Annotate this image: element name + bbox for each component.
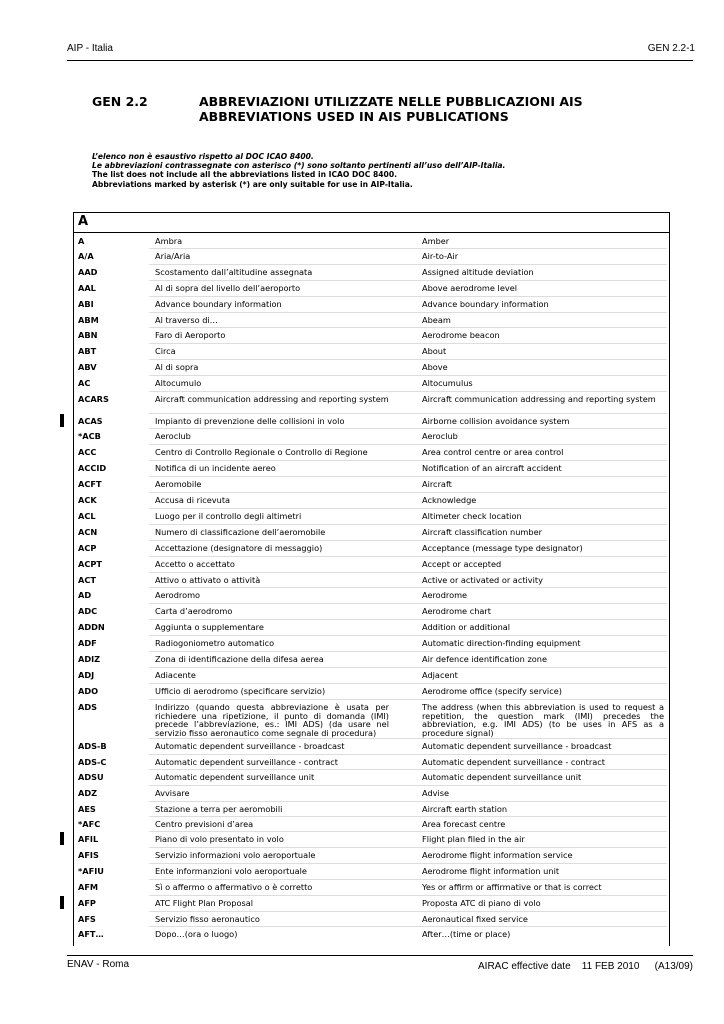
italian-meaning-cell: Aeromobile [155, 479, 202, 489]
italian-meaning-cell: Aeroclub [155, 431, 191, 441]
abbreviation-cell: ABT [78, 346, 97, 356]
row-separator [149, 847, 667, 848]
row-separator [149, 667, 667, 668]
abbreviation-cell: ACP [78, 543, 97, 553]
english-meaning-cell: Aerodrome office (specify service) [422, 686, 562, 696]
row-separator [149, 816, 667, 817]
english-meaning-cell: Airborne collision avoidance system [422, 416, 570, 426]
english-meaning-cell: Aerodrome beacon [422, 330, 500, 340]
abbreviation-cell: ACPT [78, 559, 102, 569]
abbreviation-cell: AFP [78, 898, 96, 908]
english-meaning-cell: Area forecast centre [422, 819, 506, 829]
row-separator [149, 683, 667, 684]
abbreviation-cell: ADDN [78, 622, 105, 632]
row-separator [149, 651, 667, 652]
abbreviation-cell: *AFIU [78, 866, 104, 876]
italian-meaning-cell: ATC Flight Plan Proposal [155, 898, 254, 908]
abbreviation-cell: ACARS [78, 394, 109, 404]
italian-meaning-cell: Al traverso di… [155, 315, 218, 325]
english-meaning-cell: The address (when this abbreviation is used to request a repetition, the question mark (IMI) precedes the abbreviation, e.g. IMI ADS) (to be uses in AFS as a procedure signal) [422, 702, 664, 738]
abbreviation-cell: ACN [78, 527, 98, 537]
italian-meaning-cell: Aggiunta o supplementare [155, 622, 264, 632]
english-meaning-cell: About [422, 346, 447, 356]
abbreviation-cell: AAD [78, 267, 98, 277]
english-meaning-cell: Abeam [422, 315, 451, 325]
italian-meaning-cell: Sì o affermo o affermativo o è corretto [155, 882, 313, 892]
english-meaning-cell: Addition or additional [422, 622, 511, 632]
row-separator [149, 540, 667, 541]
italian-meaning-cell: Aria/Aria [155, 251, 191, 261]
abbreviation-cell: ADZ [78, 788, 98, 798]
abbreviation-cell: AFIS [78, 850, 99, 860]
row-separator [149, 769, 667, 770]
footer-publisher: ENAV - Roma [67, 959, 130, 970]
row-separator [149, 359, 667, 360]
italian-meaning-cell: Advance boundary information [155, 299, 282, 309]
row-separator [149, 444, 667, 445]
abbreviation-cell: AC [78, 378, 91, 388]
english-meaning-cell: Active or activated or activity [422, 575, 543, 585]
italian-meaning-cell: Luogo per il controllo degli altimetri [155, 511, 302, 521]
english-meaning-cell: Aeronautical fixed service [422, 914, 528, 924]
row-separator [149, 572, 667, 573]
row-separator [149, 587, 667, 588]
english-meaning-cell: Aircraft earth station [422, 804, 508, 814]
italian-meaning-cell: Al di sopra [155, 362, 199, 372]
abbreviation-cell: ADS [78, 702, 98, 712]
row-separator [149, 556, 667, 557]
change-bar-marker [60, 414, 64, 427]
intro-note-it-1: L’elenco non è esaustivo rispetto al DOC ICAO 8400. [92, 152, 314, 161]
row-separator [149, 863, 667, 864]
abbreviation-cell: AD [78, 590, 92, 600]
english-meaning-cell: Assigned altitude deviation [422, 267, 534, 277]
abbreviation-cell: *AFC [78, 819, 101, 829]
row-separator [149, 391, 667, 392]
italian-meaning-cell: Carta d’aerodromo [155, 606, 233, 616]
italian-meaning-cell: Impianto di prevenzione delle collisioni in volo [155, 416, 345, 426]
italian-meaning-cell: Centro di Controllo Regionale o Controllo di Regione [155, 447, 368, 457]
italian-meaning-cell: Automatic dependent surveillance - broadcast [155, 741, 345, 751]
abbreviation-cell: ABN [78, 330, 98, 340]
row-separator [149, 699, 667, 700]
row-separator [149, 492, 667, 493]
italian-meaning-cell: Notifica di un incidente aereo [155, 463, 276, 473]
english-meaning-cell: Air defence identification zone [422, 654, 548, 664]
row-separator [149, 619, 667, 620]
header-rule [67, 60, 693, 61]
row-separator [149, 413, 667, 414]
abbreviation-cell: AFS [78, 914, 96, 924]
italian-meaning-cell: Scostamento dall’altitudine assegnata [155, 267, 313, 277]
abbreviation-cell: ACK [78, 495, 97, 505]
row-separator [149, 280, 667, 281]
italian-meaning-cell: Adiacente [155, 670, 196, 680]
abbreviation-cell: ACFT [78, 479, 102, 489]
italian-meaning-cell: Radiogoniometro automatico [155, 638, 275, 648]
abbreviation-cell: ACC [78, 447, 97, 457]
english-meaning-cell: Automatic dependent surveillance - contract [422, 757, 605, 767]
row-separator [149, 524, 667, 525]
english-meaning-cell: After…(time or place) [422, 929, 511, 939]
abbreviation-cell: AFIL [78, 834, 99, 844]
intro-note-en-1: The list does not include all the abbreviations listed in ICAO DOC 8400. [92, 170, 397, 180]
english-meaning-cell: Adjacent [422, 670, 458, 680]
italian-meaning-cell: Zona di identificazione della difesa aerea [155, 654, 324, 664]
english-meaning-cell: Aerodrome [422, 590, 468, 600]
abbreviation-cell: A/A [78, 251, 94, 261]
abbreviation-cell: A [78, 236, 85, 246]
abbreviation-cell: ABV [78, 362, 97, 372]
row-separator [149, 248, 667, 249]
abbreviation-cell: ADO [78, 686, 99, 696]
row-separator [149, 738, 667, 739]
english-meaning-cell: Automatic dependent surveillance unit [422, 772, 582, 782]
footer-rule [67, 955, 693, 956]
italian-meaning-cell: Piano di volo presentato in volo [155, 834, 284, 844]
row-separator [149, 926, 667, 927]
row-separator [149, 327, 667, 328]
italian-meaning-cell: Altocumulo [155, 378, 202, 388]
abbreviations-table [73, 212, 670, 946]
row-separator [149, 911, 667, 912]
english-meaning-cell: Amber [422, 236, 450, 246]
row-separator [149, 831, 667, 832]
english-meaning-cell: Aerodrome flight information service [422, 850, 573, 860]
english-meaning-cell: Aerodrome flight information unit [422, 866, 560, 876]
english-meaning-cell: Aeroclub [422, 431, 458, 441]
english-meaning-cell: Above [422, 362, 448, 372]
italian-meaning-cell: Ente informanzioni volo aeroportuale [155, 866, 307, 876]
row-separator [149, 460, 667, 461]
abbreviation-cell: ACAS [78, 416, 103, 426]
italian-meaning-cell: Centro previsioni d’area [155, 819, 254, 829]
abbreviation-cell: ACT [78, 575, 96, 585]
italian-meaning-cell: Servizio informazioni volo aeroportuale [155, 850, 316, 860]
english-meaning-cell: Air-to-Air [422, 251, 459, 261]
change-bar-marker [60, 896, 64, 909]
italian-meaning-cell: Stazione a terra per aeromobili [155, 804, 283, 814]
intro-notes [92, 152, 505, 189]
row-separator [149, 785, 667, 786]
english-meaning-cell: Aerodrome chart [422, 606, 491, 616]
abbreviation-cell: ADIZ [78, 654, 101, 664]
italian-meaning-cell: Ufficio di aerodromo (specificare servizio) [155, 686, 326, 696]
english-meaning-cell: Automatic dependent surveillance - broadcast [422, 741, 612, 751]
row-separator [149, 508, 667, 509]
abbreviation-cell: ABM [78, 315, 99, 325]
section-title-english: ABBREVIATIONS USED IN AIS PUBLICATIONS [199, 109, 509, 124]
abbreviation-cell: ABI [78, 299, 94, 309]
intro-note-en-2: Abbreviations marked by asterisk (*) are only suitable for use in AIP-Italia. [92, 179, 413, 189]
italian-meaning-cell: Automatic dependent surveillance - contract [155, 757, 338, 767]
english-meaning-cell: Yes or affirm or affirmative or that is correct [422, 882, 602, 892]
abbreviation-cell: ADC [78, 606, 98, 616]
footer-effective-date [478, 961, 639, 972]
row-separator [149, 754, 667, 755]
row-separator [149, 635, 667, 636]
abbreviation-cell: AFM [78, 882, 99, 892]
italian-meaning-cell: Dopo…(ora o luogo) [155, 929, 238, 939]
abbreviation-cell: ADF [78, 638, 97, 648]
italian-meaning-cell: Accusa di ricevuta [155, 495, 231, 505]
english-meaning-cell: Aircraft classification number [422, 527, 543, 537]
table-letter-heading: A [78, 214, 89, 229]
english-meaning-cell: Flight plan filed in the air [422, 834, 525, 844]
abbreviation-cell: *ACB [78, 431, 101, 441]
running-header-left: AIP - Italia [67, 43, 113, 54]
row-separator [149, 264, 667, 265]
abbreviation-cell: ADSU [78, 772, 104, 782]
row-separator [149, 801, 667, 802]
row-separator [149, 296, 667, 297]
english-meaning-cell: Altimeter check location [422, 511, 522, 521]
english-meaning-cell: Acceptance (message type designator) [422, 543, 583, 553]
abbreviation-cell: ACCID [78, 463, 107, 473]
footer-amendment: (A13/09) [654, 961, 693, 972]
italian-meaning-cell: Attivo o attivato o attività [155, 575, 261, 585]
italian-meaning-cell: Avvisare [155, 788, 190, 798]
italian-meaning-cell: Accettazione (designatore di messaggio) [155, 543, 323, 553]
english-meaning-cell: Aircraft communication addressing and reporting system [422, 394, 656, 404]
english-meaning-cell: Proposta ATC di piano di volo [422, 898, 541, 908]
english-meaning-cell: Notification of an aircraft accident [422, 463, 562, 473]
italian-meaning-cell: Faro di Aeroporto [155, 330, 226, 340]
english-meaning-cell: Accept or accepted [422, 559, 502, 569]
abbreviation-cell: ADJ [78, 670, 95, 680]
english-meaning-cell: Advance boundary information [422, 299, 549, 309]
row-separator [149, 476, 667, 477]
english-meaning-cell: Advise [422, 788, 450, 798]
italian-meaning-cell: Aerodromo [155, 590, 201, 600]
running-header-page-number: GEN 2.2-1 [647, 43, 695, 54]
abbreviation-cell: ACL [78, 511, 96, 521]
abbreviation-cell: AAL [78, 283, 96, 293]
italian-meaning-cell: Aircraft communication addressing and reporting system [155, 394, 389, 404]
row-separator [149, 603, 667, 604]
row-separator [149, 343, 667, 344]
row-separator [149, 312, 667, 313]
row-separator [149, 879, 667, 880]
letter-heading-rule [74, 232, 669, 233]
italian-meaning-cell: Circa [155, 346, 176, 356]
intro-note-it-2: Le abbreviazioni contrassegnate con asterisco (*) sono soltanto pertinenti all’uso dell’AIP-Italia. [92, 161, 506, 171]
english-meaning-cell: Acknowledge [422, 495, 477, 505]
footer-date: 11 FEB 2010 [581, 961, 640, 972]
section-title [199, 94, 583, 124]
abbreviation-cell: ADS-B [78, 741, 107, 751]
abbreviation-cell: ADS-C [78, 757, 107, 767]
footer-effective-label: AIRAC effective date [478, 961, 571, 972]
english-meaning-cell: Area control centre or area control [422, 447, 564, 457]
italian-meaning-cell: Servizio fisso aeronautico [155, 914, 260, 924]
italian-meaning-cell: Indirizzo (quando questa abbreviazione è usata per richiedere una ripetizione, il punto di domanda (IMI) precede l’abbreviazione, es.: IMI ADS) (da usare nel servizio fisso aeronautico come segnale di procedura) [155, 702, 389, 738]
english-meaning-cell: Above aerodrome level [422, 283, 518, 293]
row-separator [149, 895, 667, 896]
section-title-italian: ABBREVIAZIONI UTILIZZATE NELLE PUBBLICAZIONI AIS [199, 94, 583, 109]
english-meaning-cell: Altocumulus [422, 378, 473, 388]
italian-meaning-cell: Accetto o accettato [155, 559, 235, 569]
abbreviation-cell: AES [78, 804, 96, 814]
english-meaning-cell: Aircraft [422, 479, 452, 489]
change-bar-marker [60, 832, 64, 845]
section-number: GEN 2.2 [92, 94, 148, 109]
italian-meaning-cell: Al di sopra del livello dell’aeroporto [155, 283, 301, 293]
italian-meaning-cell: Automatic dependent surveillance unit [155, 772, 315, 782]
abbreviation-cell: AFT… [78, 929, 104, 939]
english-meaning-cell: Automatic direction-finding equipment [422, 638, 581, 648]
row-separator [149, 375, 667, 376]
italian-meaning-cell: Ambra [155, 236, 183, 246]
row-separator [149, 428, 667, 429]
italian-meaning-cell: Numero di classificazione dell’aeromobile [155, 527, 326, 537]
